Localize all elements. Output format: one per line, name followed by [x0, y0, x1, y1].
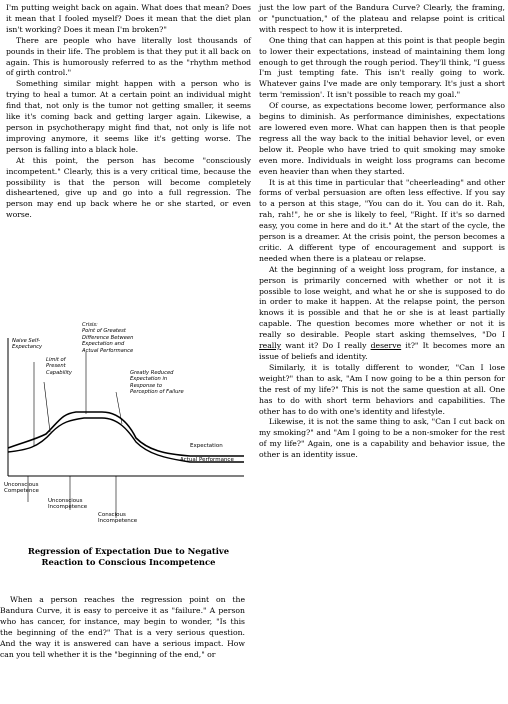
paragraph: Likewise, it is not the same thing to ask, "Can I cut back on my smoking?" and "Am I going to be a non-smoker for the rest of my life?" Again, one is a capability and behavior issue, the other is an identity issue.: [259, 417, 505, 460]
right-column: [259, 3, 505, 461]
paragraph: Of course, as expectations become lower, performance also begins to diminish. As performance diminishes, expectations are lowered even more. What can happen then is that people regress all the way back to the initial behavior level, or even below it. People who have tried to quit smoking may smoke even more. Individuals in weight loss programs can become even heavier than when they started.: [259, 101, 505, 176]
caption-line: Regression of Expectation Due to Negative: [27, 546, 230, 556]
paragraph: When a person reaches the regression point on the Bandura Curve, it is easy to perceive it as "failure." A person who has cancer, for instance, may begin to wonder, "Is this the beginning of the end?" That is a very serious question. And the way it is answered can have a serious impact. How can you tell whether it is the "beginning of the end," or: [0, 595, 245, 659]
text-run: it?" It becomes more an issue of beliefs and identity.: [259, 341, 505, 361]
left-column-bottom: [0, 595, 245, 660]
paragraph: just the low part of the Bandura Curve? Clearly, the framing, or "punctuation," of the plateau and relapse point is critical with respect to how it is interpreted.: [259, 3, 505, 34]
paragraph: Something similar might happen with a person who is trying to heal a tumor. At a certain point an individual might find that, not only is the tumor not getting smaller, it seems like it's coming back and getting larger again. Likewise, a person in psychotherapy might find that, not only is life not improving anymore, it seems like it's getting worse. The person is falling into a black hole.: [6, 79, 251, 154]
paragraph: There are people who have literally lost thousands of pounds in their life. The problem is that they put it all back on again. This is humorously referred to as the "rhythm method of girth control.": [6, 35, 251, 78]
paragraph: One thing that can happen at this point is that people begin to lower their expectations, instead of maintaining them long enough to get through the rough period. They'll think, "I guess I'm just tempting fate. This isn't really going to work. Whatever gains I've made are only temporary. It's just a short term 'remission'. It isn't possible to reach my goal.": [259, 35, 505, 100]
left-column: [6, 3, 251, 221]
paragraph: [259, 265, 505, 363]
paragraph: Similarly, it is totally different to wonder, "Can I lose weight?" than to ask, "Am I now going to be a thin person for the rest of my life?" This is not the same question at all. One has to do with short term behaviors and capabilities. The other has to do with one's identity and lifestyle.: [259, 362, 505, 416]
naive-self-expectancy-label: Naive Self- Expectancy: [12, 338, 43, 351]
caption-line: Reaction to Conscious Incompetence: [41, 557, 216, 567]
paragraph: At this point, the person has become "consciously incompetent." Clearly, this is a very critical time, because the possibility is that the person will become completely disheartened, give up and go into a full regression. The person may end up back where he or she started, or even worse.: [6, 155, 251, 220]
text-run: At the beginning of a weight loss program, for instance, a person is primarily concerned with whether or not it is possible to lose weight, and what he or she is supposed to do in order to make it happen. At the relapse point, the person knows it is possible and that he or she is at least partially capable. The question becomes more whether or not it is really so desirable. People start asking themselves, "Do I: [259, 264, 505, 340]
paragraph: It is at this time in particular that "cheerleading" and other forms of verbal persuasion are often less effective. If you say to a person at this stage, "You can do it. You can do it. Rah, rah, rah!", he or she is likely to feel, "Right. If it's so darned easy, you come in here and do it." At the start of the cycle, the person is a dreamer. At the crisis point, the person becomes a critic. A different type of encouragement and support is needed when there is a plateau or relapse.: [259, 177, 505, 263]
actual-performance-label: Actual Performance: [180, 457, 234, 463]
paragraph: I'm putting weight back on again. What does that mean? Does it mean that I fooled myself? Does it mean that the diet plan isn't working? Does it mean I'm broken?": [6, 3, 251, 34]
text-run: want it? Do I really: [285, 341, 367, 351]
unconscious-incompetence-label: Unconscious Incompetence: [48, 498, 88, 511]
figure-caption: [6, 546, 251, 568]
limit-of-capability-label: Limit of Present Capability: [46, 357, 72, 376]
expectation-label: Expectation: [190, 443, 223, 449]
reduced-expectation-label: Greatly Reduced Expectation in Response to Perception of Failure: [130, 370, 184, 396]
conscious-incompetence-label: Conscious Incompetence: [98, 512, 138, 525]
bandura-curve-svg: [4, 330, 250, 530]
bandura-curve-figure: [4, 322, 250, 530]
pointer-line: [116, 392, 122, 424]
unconscious-competence-label: Unconscious Competence: [4, 482, 39, 495]
pointer-line: [44, 382, 50, 432]
crisis-point-label: Crisis: Point of Greatest Difference Between Expectation and Actual Performance: [82, 322, 134, 354]
underlined-word: deserve: [370, 341, 402, 351]
underlined-word: really: [259, 341, 282, 351]
